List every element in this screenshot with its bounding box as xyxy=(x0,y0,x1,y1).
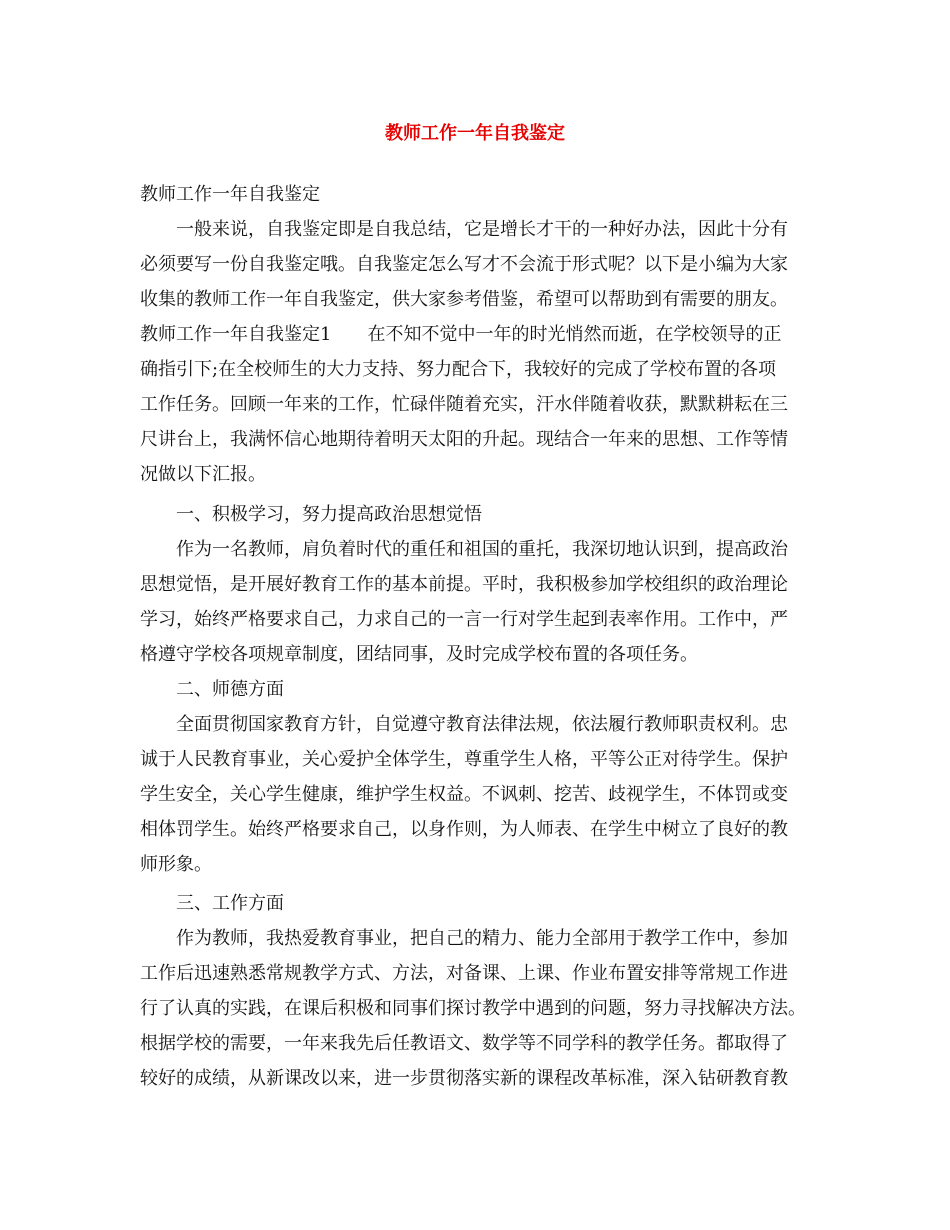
body-line: 工作后迅速熟悉常规教学方式、方法，对备课、上课、作业布置安排等常规工作进 xyxy=(140,963,788,984)
body-line: 一般来说，自我鉴定即是自我总结，它是增长才干的一种好办法，因此十分有 xyxy=(176,219,788,240)
body-line: 诚于人民教育事业，关心爱护全体学生，尊重学生人格，平等公正对待学生。保护 xyxy=(140,749,788,770)
body-line: 师形象。 xyxy=(140,854,212,875)
body-line: 思想觉悟，是开展好教育工作的基本前提。平时，我积极参加学校组织的政治理论 xyxy=(140,574,788,595)
body-line: 作为一名教师，肩负着时代的重任和祖国的重托，我深切地认识到，提高政治 xyxy=(176,539,788,560)
body-line: 全面贯彻国家教育方针，自觉遵守教育法律法规，依法履行教师职责权利。忠 xyxy=(176,714,788,735)
body-text: 在不知不觉中一年的时光悄然而逝，在学校领导的正 xyxy=(367,324,782,345)
body-line: 况做以下汇报。 xyxy=(140,464,266,485)
body-line: 作为教师，我热爱教育事业，把自己的精力、能力全部用于教学工作中，参加 xyxy=(176,928,788,949)
body-line: 工作任务。回顾一年来的工作，忙碌伴随着充实，汗水伴随着收获，默默耕耘在三 xyxy=(140,394,788,415)
body-line: 相体罚学生。始终严格要求自己，以身作则，为人师表、在学生中树立了良好的教 xyxy=(140,819,788,840)
body-line: 收集的教师工作一年自我鉴定，供大家参考借鉴，希望可以帮助到有需要的朋友。 xyxy=(140,289,788,310)
body-line: 根据学校的需要，一年来我先后任教语文、数学等不同学科的教学任务。都取得了 xyxy=(140,1033,788,1054)
body-line: 较好的成绩，从新课改以来，进一步贯彻落实新的课程改革标准，深入钻研教育教 xyxy=(140,1068,788,1089)
section-heading: 二、师德方面 xyxy=(176,679,284,700)
body-line: 尺讲台上，我满怀信心地期待着明天太阳的升起。现结合一年来的思想、工作等情 xyxy=(140,429,788,450)
section-label: 教师工作一年自我鉴定1 xyxy=(140,324,332,345)
body-line: 学生安全，关心学生健康，维护学生权益。不讽刺、挖苦、歧视学生，不体罚或变 xyxy=(140,784,788,805)
body-line: 学习，始终严格要求自己，力求自己的一言一行对学生起到表率作用。工作中，严 xyxy=(140,609,788,630)
body-line xyxy=(140,323,781,347)
document-title: 教师工作一年自我鉴定 xyxy=(385,123,565,144)
body-line: 行了认真的实践，在课后积极和同事们探讨教学中遇到的问题，努力寻找解决方法。 xyxy=(140,998,806,1019)
body-line: 格遵守学校各项规章制度，团结同事，及时完成学校布置的各项任务。 xyxy=(140,644,698,665)
section-heading: 三、工作方面 xyxy=(176,893,284,914)
body-heading: 教师工作一年自我鉴定 xyxy=(140,184,320,205)
section-heading: 一、积极学习，努力提高政治思想觉悟 xyxy=(176,504,482,525)
body-line: 确指引下;在全校师生的大力支持、努力配合下，我较好的完成了学校布置的各项 xyxy=(140,359,777,380)
body-line: 必须要写一份自我鉴定哦。自我鉴定怎么写才不会流于形式呢？以下是小编为大家 xyxy=(140,254,788,275)
